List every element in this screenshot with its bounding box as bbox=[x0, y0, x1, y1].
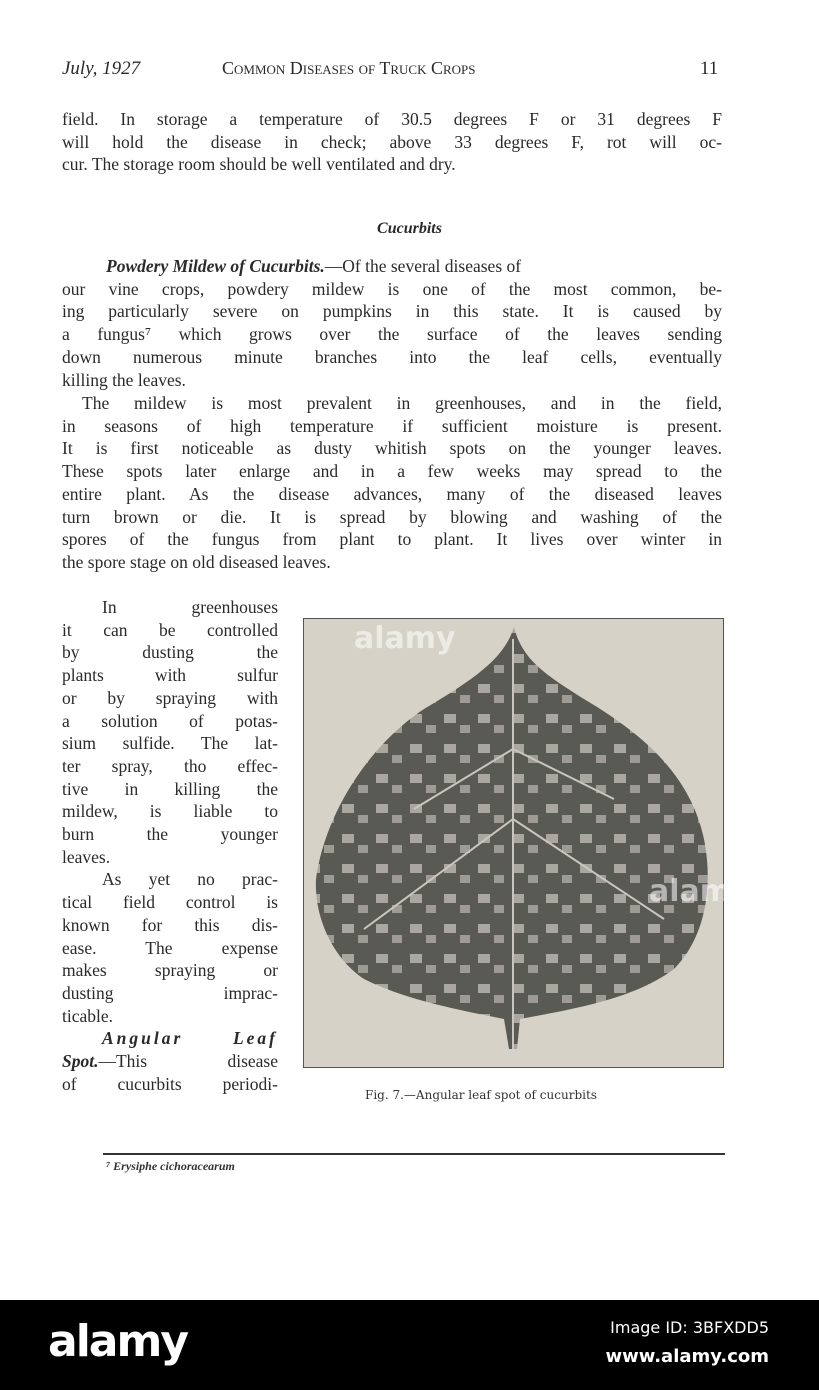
text-line: In greenhouses bbox=[102, 597, 278, 617]
watermark-logo: alamy bbox=[649, 874, 751, 909]
text-line: a fungus⁷ which grows over the surface of the leaves sending bbox=[62, 324, 722, 345]
text-line: mildew, is liable to bbox=[62, 801, 278, 822]
text-line bbox=[106, 255, 722, 278]
text-line: tive in killing the bbox=[62, 778, 278, 799]
text-line: it can be controlled bbox=[62, 619, 278, 640]
header-date: July, 1927 bbox=[62, 58, 141, 79]
text-line: down numerous minute branches into the leaf cells, eventually bbox=[62, 346, 722, 367]
text-line: a solution of potas- bbox=[62, 710, 278, 731]
header-title: Common Diseases of Truck Crops bbox=[222, 58, 476, 78]
text-run: —Of the several diseases of bbox=[324, 256, 522, 276]
alamy-logo: alamy bbox=[48, 1316, 187, 1367]
text-line: plants with sulfur bbox=[62, 665, 278, 686]
text-line: entire plant. As the disease advances, many of the diseased leaves bbox=[62, 483, 722, 504]
text-line: sium sulfide. The lat- bbox=[62, 733, 278, 754]
text-line: tical field control is bbox=[62, 892, 278, 913]
text-line: These spots later enlarge and in a few weeks may spread to the bbox=[62, 461, 722, 482]
text-line: makes spraying or bbox=[62, 960, 278, 981]
text-line: known for this dis- bbox=[62, 914, 278, 935]
text-line: It is first noticeable as dusty whitish spots on the younger leaves. bbox=[62, 438, 722, 459]
text-line: The mildew is most prevalent in greenhouses, and in the field, bbox=[82, 393, 722, 413]
text-line: ease. The expense bbox=[62, 937, 278, 958]
text-line: spores of the fungus from plant to plant. It lives over winter in bbox=[62, 529, 722, 550]
watermark-banner bbox=[0, 1300, 819, 1390]
section-heading: Cucurbits bbox=[377, 220, 442, 237]
run-in-title: Powdery Mildew of Cucurbits. bbox=[106, 256, 325, 276]
image-id: Image ID: 3BFXDD5 bbox=[610, 1318, 769, 1337]
text-line: or by spraying with bbox=[62, 687, 278, 708]
text-line: by dusting the bbox=[62, 642, 278, 663]
text-line: ing particularly severe on pumpkins in this state. It is caused by bbox=[62, 301, 722, 322]
text-line: will hold the disease in check; above 33 degrees F, rot will oc- bbox=[62, 131, 722, 152]
figure-caption: Fig. 7.—Angular leaf spot of cucurbits bbox=[365, 1088, 597, 1102]
text-run: —This disease bbox=[98, 1051, 278, 1071]
text-line: of cucurbits periodi- bbox=[62, 1073, 278, 1094]
footnote: ⁷ Erysiphe cichoracearum bbox=[106, 1159, 235, 1173]
text-line: turn brown or die. It is spread by blowing and washing of the bbox=[62, 506, 722, 527]
text-line: dusting imprac- bbox=[62, 982, 278, 1003]
page-number: 11 bbox=[700, 58, 719, 79]
text-line: leaves. bbox=[62, 846, 111, 867]
text-line: the spore stage on old diseased leaves. bbox=[62, 551, 331, 572]
run-in-title: Spot. bbox=[62, 1051, 99, 1071]
run-in-title: Angular Leaf bbox=[102, 1028, 278, 1049]
watermark-logo: alamy bbox=[354, 621, 456, 656]
text-line: cur. The storage room should be well ventilated and dry. bbox=[62, 154, 456, 175]
text-line: in seasons of high temperature if sufficient moisture is present. bbox=[62, 415, 722, 436]
figure-leaf-photo bbox=[303, 618, 751, 1068]
text-line: burn the younger bbox=[62, 824, 278, 844]
footnote-rule bbox=[103, 1153, 725, 1155]
text-line: killing the leaves. bbox=[62, 369, 186, 390]
text-line: ticable. bbox=[62, 1005, 114, 1026]
text-line: our vine crops, powdery mildew is one of the most common, be- bbox=[62, 278, 722, 299]
text-line: As yet no prac- bbox=[102, 869, 278, 890]
text-line bbox=[62, 1050, 278, 1073]
site-url: www.alamy.com bbox=[605, 1346, 769, 1367]
text-line: ter spray, tho effec- bbox=[62, 755, 278, 776]
text-line: field. In storage a temperature of 30.5 degrees F or 31 degrees F bbox=[62, 109, 722, 129]
leaf-image bbox=[304, 619, 723, 1067]
